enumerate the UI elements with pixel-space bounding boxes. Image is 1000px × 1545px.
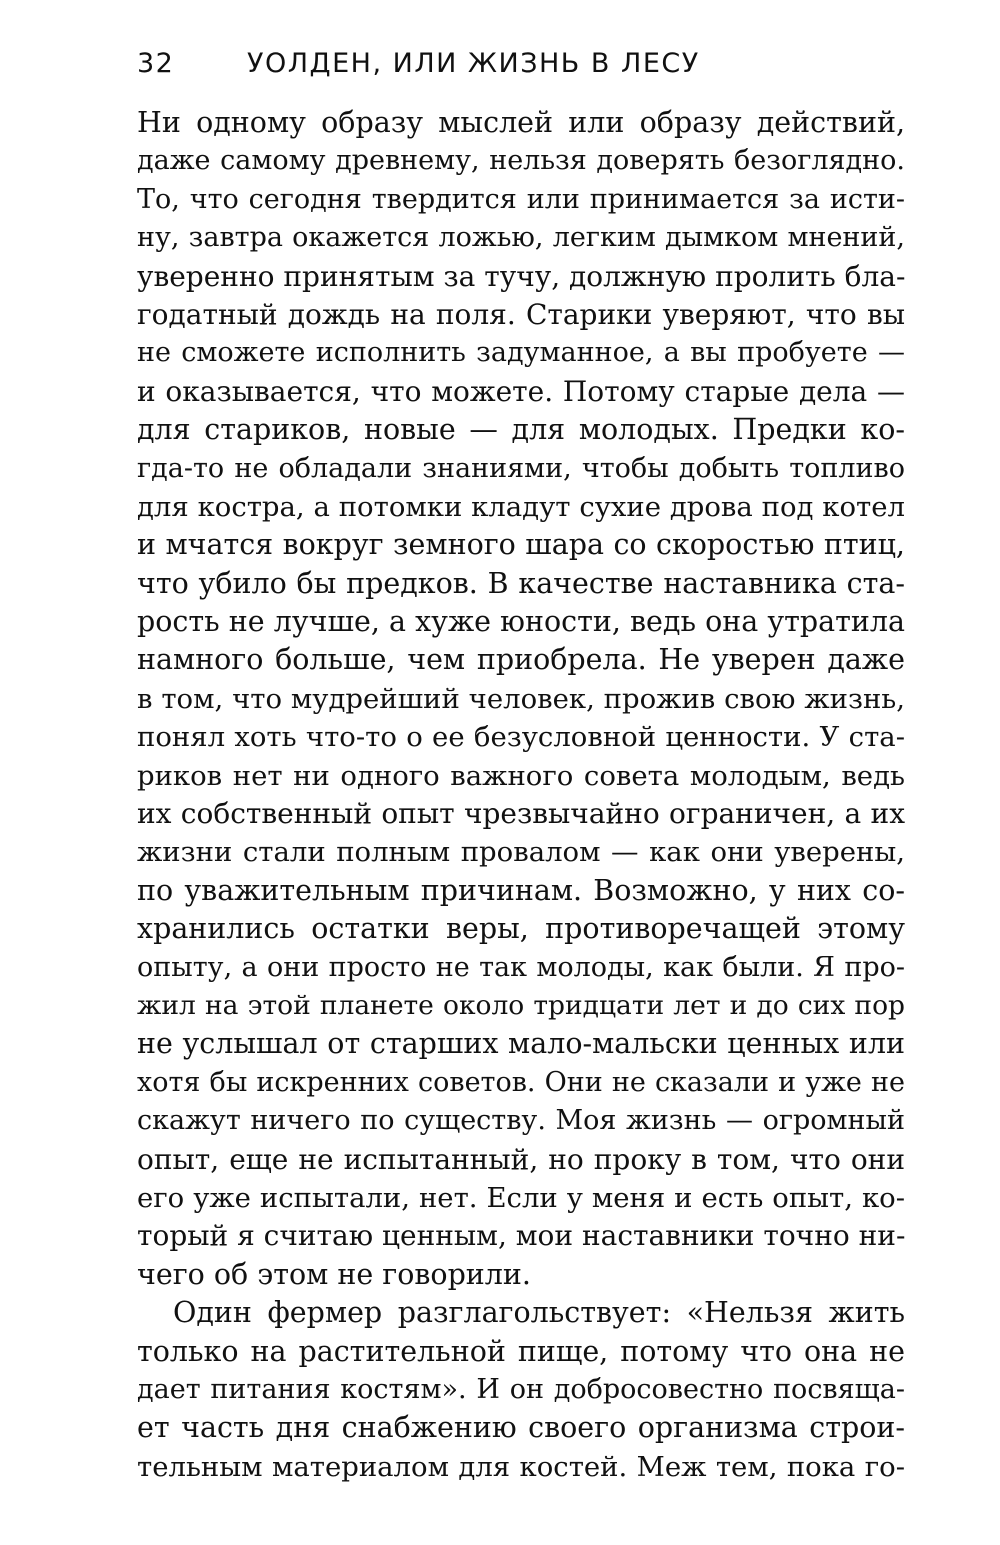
text-line: его уже испытали, нет. Если у меня и есть опыт, ко-: [137, 1181, 905, 1214]
text-line: Один фермер разглагольствует: «Нельзя жить: [173, 1296, 905, 1330]
text-line: ну, завтра окажется ложью, легким дымком мнений,: [137, 222, 905, 254]
text-line: не услышал от старших мало-мальски ценных или: [137, 1027, 905, 1061]
text-line: в том, что мудрейший человек, прожив свою жизнь,: [137, 682, 905, 715]
text-line: риков нет ни одного важного совета молодым, ведь: [137, 759, 905, 792]
paragraph-1: [137, 104, 905, 1294]
text-line: ет часть дня снабжению своего организма строи-: [137, 1411, 905, 1445]
text-line: тельным материалом для костей. Меж тем, пока го-: [137, 1450, 905, 1483]
text-line: что убило бы предков. В качестве наставника ста-: [137, 566, 905, 600]
body-text: [137, 104, 905, 1486]
text-line: намного больше, чем приобрела. Не уверен даже: [137, 643, 905, 677]
text-line: чего об этом не говорили.: [137, 1257, 531, 1291]
text-line: жизни стали полным провалом — как они уверены,: [137, 836, 905, 869]
text-line: для стариков, новые — для молодых. Предки ко-: [137, 413, 905, 447]
text-line: Ни одному образу мыслей или образу действий,: [137, 106, 905, 139]
text-line: даже самому древнему, нельзя доверять безоглядно.: [137, 145, 905, 177]
text-line: годатный дождь на поля. Старики уверяют, что вы: [137, 297, 905, 331]
text-line: торый я считаю ценным, мои наставники точно ни-: [137, 1219, 905, 1253]
text-line: жил на этой планете около тридцати лет и до сих пор: [137, 989, 905, 1021]
book-title: УОЛДЕН, ИЛИ ЖИЗНЬ В ЛЕСУ: [247, 48, 700, 79]
text-line: рость не лучше, а хуже юности, ведь она утратила: [137, 605, 905, 639]
paragraph-2: [137, 1294, 905, 1486]
running-head: [137, 44, 700, 84]
text-line: скажут ничего по существу. Моя жизнь — огромный: [137, 1105, 905, 1137]
text-line: и оказывается, что можете. Потому старые дела —: [137, 374, 905, 408]
text-line: и мчатся вокруг земного шара со скоростью птиц,: [137, 528, 905, 562]
text-line: опыту, а они просто не так молоды, как были. Я про-: [137, 951, 905, 983]
text-line: хотя бы искренних советов. Они не сказали и уже не: [137, 1066, 905, 1098]
text-line: по уважительным причинам. Возможно, у них со-: [137, 873, 905, 907]
text-line: дает питания костям». И он добросовестно посвяща-: [137, 1373, 905, 1405]
text-line: их собственный опыт чрезвычайно ограничен, а их: [137, 797, 905, 831]
text-line: только на растительной пище, потому что она не: [137, 1334, 905, 1368]
text-line: То, что сегодня твердится или принимается за исти-: [137, 183, 905, 215]
text-line: гда-то не обладали знаниями, чтобы добыть топливо: [137, 452, 905, 484]
text-line: не сможете исполнить задуманное, а вы пробуете —: [137, 337, 905, 369]
text-line: уверенно принятым за тучу, должную пролить бла-: [137, 259, 905, 293]
text-line: опыт, еще не испытанный, но проку в том, что они: [137, 1142, 905, 1176]
text-line: хранились остатки веры, противоречащей этому: [137, 912, 905, 946]
page-number: 32: [137, 48, 175, 79]
text-line: понял хоть что-то о ее безусловной ценности. У ста-: [137, 721, 905, 754]
text-line: для костра, а потомки кладут сухие дрова под котел: [137, 490, 905, 523]
